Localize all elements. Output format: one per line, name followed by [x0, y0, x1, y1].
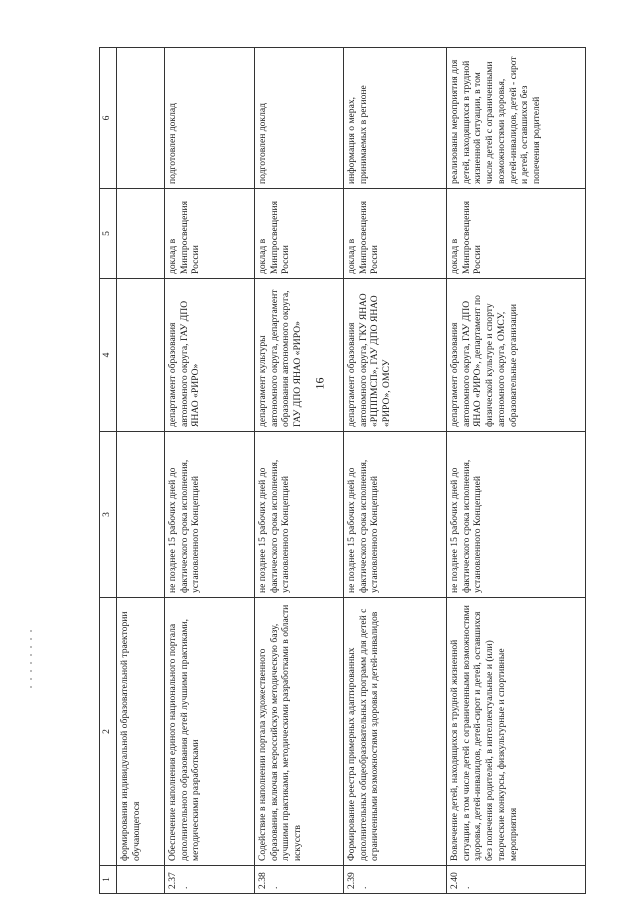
header-col-4: 4 — [100, 279, 117, 432]
row-deadline: не позднее 15 рабочих дней до фактического срока исполнения, установленного Концепцией — [165, 432, 255, 598]
table-row — [255, 48, 344, 894]
row-number: 2.37. — [165, 866, 255, 894]
header-col-3: 3 — [100, 432, 117, 598]
row-deadline: не позднее 15 рабочих дней до фактического срока исполнения, установленного Концепцией — [447, 432, 586, 598]
row-report: доклад в Минпросвещения России — [165, 189, 255, 279]
continuation-text: формирования индивидуальной образовательной траектории обучающегося — [117, 598, 165, 866]
header-col-1: 1 — [100, 866, 117, 894]
row-event: Формирование реестра примерных адаптированных дополнительных общеобразовательных программ для детей с ограниченными возможностями здоровья и детей-инвалидов — [344, 598, 447, 866]
row-report: доклад в Минпросвещения России — [344, 189, 447, 279]
margin-dots — [30, 630, 32, 700]
row-number: 2.38. — [255, 866, 344, 894]
table-row — [344, 48, 447, 894]
row-number: 2.40. — [447, 866, 586, 894]
row-event: Содействие в наполнении портала художественного образования, включая всероссийскую методическую базу, лучшими практиками, методическими разработками в области искусств — [255, 598, 344, 866]
row-deadline: не позднее 15 рабочих дней до фактического срока исполнения, установленного Концепцией — [255, 432, 344, 598]
row-responsible: департамент образования автономного округа, ГАУ ДПО ЯНАО «РИРО» — [165, 279, 255, 432]
row-report: доклад в Минпросвещения России — [447, 189, 586, 279]
row-responsible: департамент образования автономного округа, ГАУ ДПО ЯНАО «РИРО», департамент по физической культуре и спорту автономного округа, ОМСУ, образовательные организации — [447, 279, 586, 432]
row-result: подготовлен доклад — [165, 48, 255, 189]
row-deadline: не позднее 15 рабочих дней до фактического срока исполнения, установленного Концепцией — [344, 432, 447, 598]
row-result: подготовлен доклад — [255, 48, 344, 189]
plan-table — [99, 47, 586, 894]
row-event: Вовлечение детей, находящихся в трудной жизненной ситуации, в том числе детей с ограниченными возможностями здоровья, детей-инвалидов, детей-сирот и детей, оставшихся без попечения родителей, в интеллектуальные и (или) творческие конкурсы, физкультурные и спортивные мероприятия — [447, 598, 586, 866]
row-event: Обеспечение наполнения единого национального портала дополнительного образования детей лучшими практиками, методическими разработками — [165, 598, 255, 866]
table-row — [165, 48, 255, 894]
row-result: информация о мерах, принимаемых в регионе — [344, 48, 447, 189]
page-number: 16 — [312, 377, 327, 390]
header-col-2: 2 — [100, 598, 117, 866]
row-number: 2.39. — [344, 866, 447, 894]
table-row — [447, 48, 586, 894]
row-responsible: департамент образования автономного округа, ГКУ ЯНАО «РЦППМСП», ГАУ ДПО ЯНАО «РИРО», ОМСУ — [344, 279, 447, 432]
header-row — [100, 48, 117, 894]
header-col-6: 6 — [100, 48, 117, 189]
row-responsible: департамент культуры автономного округа, департамент образования автономного округа, ГАУ ДПО ЯНАО «РИРО» — [255, 279, 344, 432]
continuation-row — [117, 48, 165, 894]
header-col-5: 5 — [100, 189, 117, 279]
row-report: доклад в Минпросвещения России — [255, 189, 344, 279]
rotated-page — [99, 48, 586, 894]
row-result: реализованы мероприятия для детей, находящихся в трудной жизненной ситуации, в том числе детей с ограниченными возможностями здоровья, детей-инвалидов, детей - сирот и детей, оставшихся без попечения родителей — [447, 48, 586, 189]
